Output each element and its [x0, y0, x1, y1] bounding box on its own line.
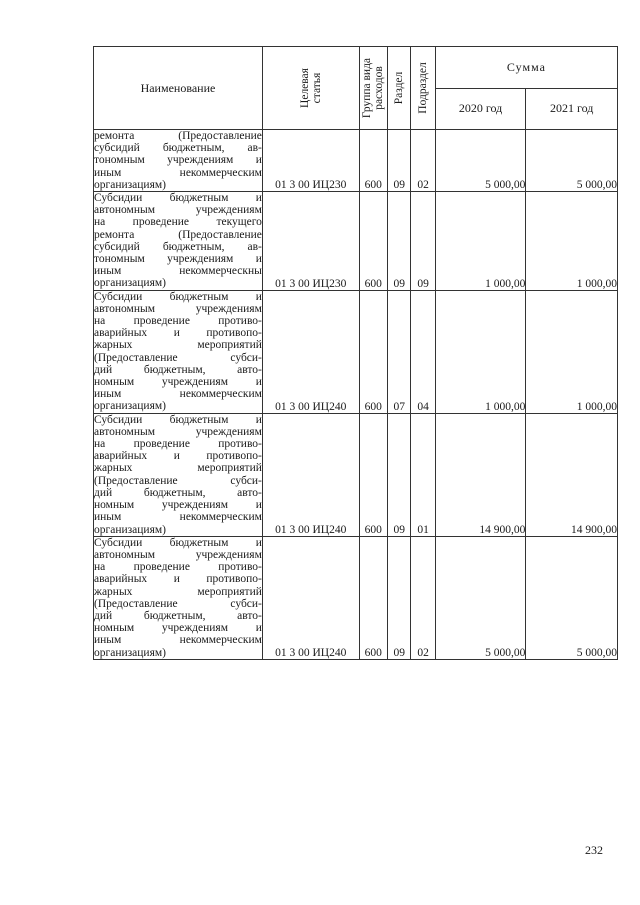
row-sum-2021: 14 900,00: [526, 413, 618, 536]
row-section: 09: [388, 130, 411, 192]
row-name: [94, 130, 263, 192]
row-name-line: на проведение противо-: [94, 561, 262, 574]
row-name: [94, 536, 263, 659]
row-name-line: Субсидии бюджетным и: [94, 413, 262, 426]
row-name-line: иным некоммерческим: [94, 388, 262, 401]
row-name-line: автономным учреждениям: [94, 204, 262, 217]
row-target-article: 01 3 00 ИЦ240: [262, 290, 359, 413]
row-name-line: организациям): [94, 277, 166, 290]
row-name: [94, 290, 263, 413]
table-row: [94, 290, 618, 413]
row-name-line: аварийных и противопо-: [94, 327, 262, 340]
row-sum-2020: 5 000,00: [435, 130, 526, 192]
row-name-line: дий бюджетным, авто-: [94, 486, 262, 499]
row-name: [94, 192, 263, 291]
row-name-line: Субсидии бюджетным и: [94, 290, 262, 303]
page-number: 232: [585, 843, 603, 857]
header-section: Раздел: [388, 47, 411, 130]
row-sum-2021: 5 000,00: [526, 536, 618, 659]
row-name-line: автономным учреждениям: [94, 548, 262, 561]
header-year-2020: 2020 год: [435, 88, 526, 130]
row-name-line: организациям): [94, 400, 166, 413]
row-name-line: тономным учреждениям и: [94, 154, 262, 167]
row-name-line: иным некоммерческны: [94, 265, 262, 278]
table-row: [94, 192, 618, 291]
row-expense-group: 600: [359, 192, 387, 291]
row-name-line: организациям): [94, 523, 166, 536]
row-name-line: на проведение противо-: [94, 438, 262, 451]
row-name-line: ремонта (Предоставление: [94, 228, 262, 241]
table-body: [94, 130, 618, 660]
header-expense-group: Группа вида расходов: [359, 47, 387, 130]
row-sum-2020: 1 000,00: [435, 290, 526, 413]
header-name: Наименование: [94, 47, 263, 130]
row-section: 09: [388, 536, 411, 659]
row-expense-group: 600: [359, 413, 387, 536]
row-subsection: 01: [411, 413, 435, 536]
row-sum-2020: 5 000,00: [435, 536, 526, 659]
row-target-article: 01 3 00 ИЦ240: [262, 536, 359, 659]
row-name-line: жарных мероприятий: [94, 339, 262, 352]
row-subsection: 02: [411, 130, 435, 192]
row-name-line: дий бюджетным, авто-: [94, 609, 262, 622]
header-target-article: Целевая статья: [262, 47, 359, 130]
row-target-article: 01 3 00 ИЦ240: [262, 413, 359, 536]
row-name-line: ремонта (Предоставление: [94, 130, 262, 142]
row-name: [94, 413, 263, 536]
row-expense-group: 600: [359, 130, 387, 192]
row-name-line: на проведение текущего: [94, 216, 262, 229]
row-sum-2021: 1 000,00: [526, 290, 618, 413]
row-name-line: Субсидии бюджетным и: [94, 536, 262, 549]
table-row: [94, 413, 618, 536]
row-subsection: 04: [411, 290, 435, 413]
row-name-line: организациям): [94, 178, 166, 191]
budget-table: [93, 46, 618, 660]
row-name-line: жарных мероприятий: [94, 585, 262, 598]
row-sum-2020: 14 900,00: [435, 413, 526, 536]
header-year-2021: 2021 год: [526, 88, 618, 130]
table-row: [94, 536, 618, 659]
row-name-line: жарных мероприятий: [94, 462, 262, 475]
row-sum-2020: 1 000,00: [435, 192, 526, 291]
row-target-article: 01 3 00 ИЦ230: [262, 192, 359, 291]
row-name-line: иным некоммерческим: [94, 634, 262, 647]
row-expense-group: 600: [359, 536, 387, 659]
row-name-line: иным некоммерческим: [94, 511, 262, 524]
row-name-line: дий бюджетным, авто-: [94, 363, 262, 376]
row-name-line: номным учреждениям и: [94, 376, 262, 389]
row-sum-2021: 1 000,00: [526, 192, 618, 291]
row-name-line: субсидий бюджетным, ав-: [94, 240, 262, 253]
row-name-line: автономным учреждениям: [94, 302, 262, 315]
row-name-line: субсидий бюджетным, ав-: [94, 142, 262, 155]
row-name-line: организациям): [94, 646, 166, 659]
header-subsection: Подраздел: [411, 47, 435, 130]
row-name-line: аварийных и противопо-: [94, 450, 262, 463]
row-subsection: 09: [411, 192, 435, 291]
row-target-article: 01 3 00 ИЦ230: [262, 130, 359, 192]
row-section: 07: [388, 290, 411, 413]
row-name-line: автономным учреждениям: [94, 425, 262, 438]
row-section: 09: [388, 192, 411, 291]
row-sum-2021: 5 000,00: [526, 130, 618, 192]
row-name-line: аварийных и противопо-: [94, 573, 262, 586]
row-expense-group: 600: [359, 290, 387, 413]
row-name-line: на проведение противо-: [94, 315, 262, 328]
row-name-line: тономным учреждениям и: [94, 253, 262, 266]
row-name-line: номным учреждениям и: [94, 622, 262, 635]
row-name-line: (Предоставление субси-: [94, 474, 262, 487]
row-name-line: номным учреждениям и: [94, 499, 262, 512]
row-subsection: 02: [411, 536, 435, 659]
row-section: 09: [388, 413, 411, 536]
row-name-line: (Предоставление субси-: [94, 597, 262, 610]
row-name-line: иным некоммерческим: [94, 166, 262, 179]
header-sum: Сумма: [435, 47, 617, 89]
row-name-line: Субсидии бюджетным и: [94, 192, 262, 205]
row-name-line: (Предоставление субси-: [94, 351, 262, 364]
table-row: [94, 130, 618, 192]
